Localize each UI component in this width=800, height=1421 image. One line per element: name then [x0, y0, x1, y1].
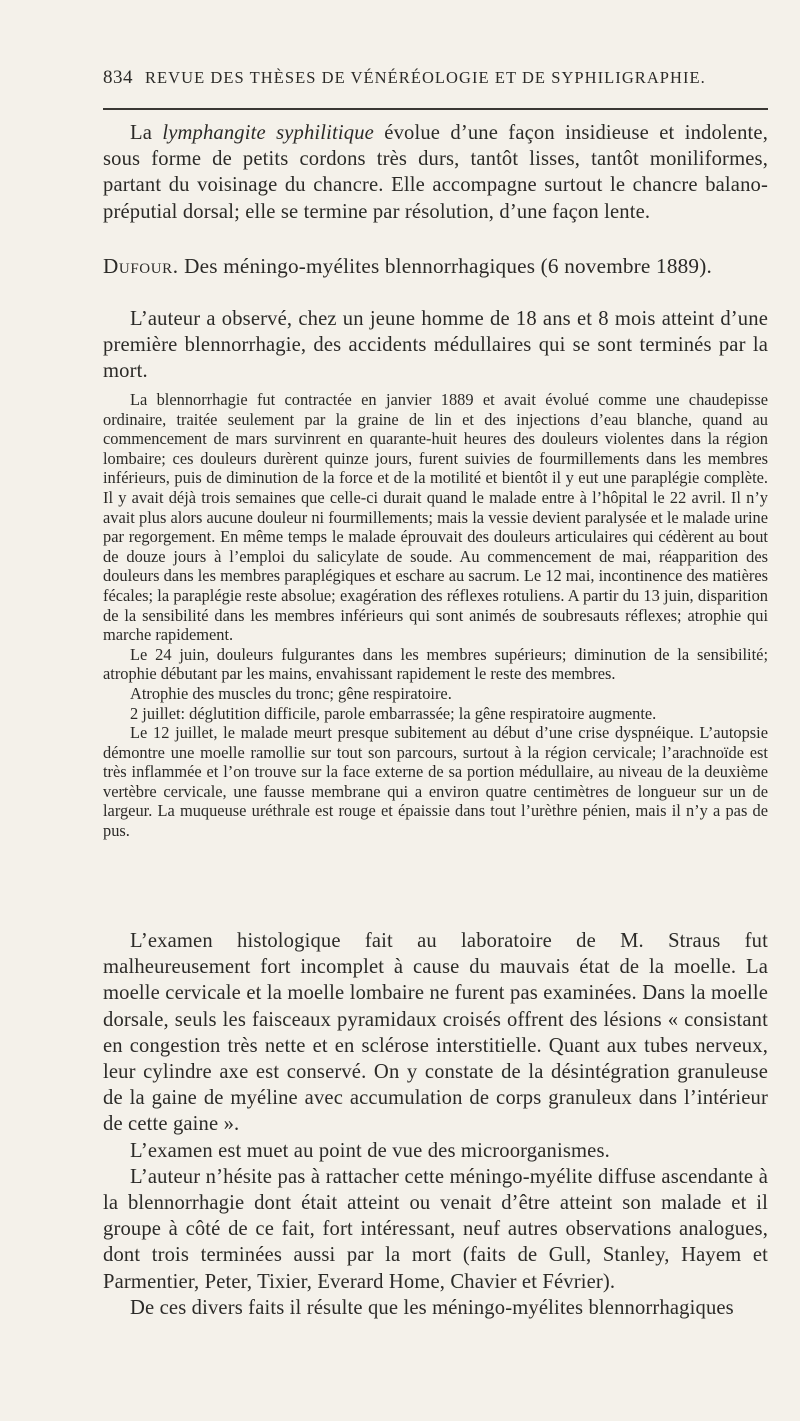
paragraph-lymphangite — [103, 120, 768, 225]
case-paragraph: Le 12 juillet, le malade meurt presque subitement au début d’une crise dyspnéique. L’autopsie démontre une moelle ramollie sur tout son parcours, surtout à la région cervicale; l’arachnoïde est très inflammée et l’on trouve sur la face externe de sa portion médullaire, au niveau de la deuxième vertèbre cervicale, une fausse membrane qui a environ quatre centimètres de longueur sur un de largeur. La muqueuse uréthrale est rouge et épaissie dans tout l’urèthre pénien, mais il n’y a pas de pus. — [103, 723, 768, 841]
case-report — [103, 390, 768, 841]
conclusion-paragraph: L’examen est muet au point de vue des microorganismes. — [130, 1139, 610, 1162]
conclusion-paragraph: L’auteur n’hésite pas à rattacher cette méningo-myélite diffuse ascendante à la blennorrhagie dont était atteint ou venait d’être atteint son malade et il groupe à côté de ce fait, fort intéressant, neuf autres observations analogues, dont trois terminées aussi par la mort (faits de Gull, Stanley, Hayem et Parmentier, Peter, Tixier, Everard Home, Chavier et Février). — [103, 1165, 768, 1293]
conclusion-paragraph: De ces divers faits il résulte que les méningo-myélites blennorrhagiques — [130, 1296, 734, 1319]
page-header — [103, 67, 768, 97]
article-author: Dufour. — [103, 254, 179, 278]
case-paragraph: La blennorrhagie fut contractée en janvier 1889 et avait évolué comme une chaudepisse ordinaire, traitée seulement par la graine de lin et des injections d’eau blanche, quand au commencement de mars survinrent en quarante-huit heures des douleurs violentes dans la région lombaire; ces douleurs durèrent quinze jours, furent suivies de fourmillements dans les membres inférieurs, puis de diminution de la force et de la motilité et bientôt il y eut une paraplégie complète. Il y avait déjà trois semaines que celle-ci durait quand le malade entre à l’hôpital le 22 avril. Il n’y avait plus alors aucune douleur ni fourmillements; mais la vessie devient paralysée et le malade urine par regorgement. En même temps le malade éprouvait des douleurs articulaires qui cédèrent au bout de douze jours à l’emploi du salicylate de soude. Au commencement de mai, réapparition des douleurs dans les membres paraplégiques et eschare au sacrum. Le 12 mai, incontinence des matières fécales; la paraplégie reste absolue; exagération des réflexes rotuliens. A partir du 13 juin, disparition de la sensibilité dans les membres inférieurs qui sont animés de soubresauts réflexes; atrophie qui marche rapidement. — [103, 390, 768, 645]
article-title: Des méningo-myélites blennorrhagiques (6 novembre 1889). — [178, 254, 712, 278]
running-head: REVUE DES THÈSES DE VÉNÉRÉOLOGIE ET DE SYPHILIGRAPHIE. — [145, 68, 706, 87]
article-heading — [103, 252, 768, 280]
paragraph-lead: La — [130, 122, 163, 144]
term-lymphangite: lymphangite syphilitique — [162, 122, 374, 144]
conclusion-paragraph: L’examen histologique fait au laboratoire de M. Straus fut malheureusement fort incomplet à cause du mauvais état de la moelle. La moelle cervicale et la moelle lombaire ne furent pas examinées. Dans la moelle dorsale, seuls les faisceaux pyramidaux croisés offrent des lésions « consistant en congestion très nette et en sclérose interstitielle. Quant aux tubes nerveux, leur cylindre axe est conservé. On y constate de la désintégration granuleuse de la gaine de myéline avec accumulation de corps granuleux dans l’intérieur de cette gaine ». — [103, 930, 768, 1136]
case-paragraph: 2 juillet: déglutition difficile, parole embarrassée; la gêne respiratoire augmente. — [130, 703, 657, 723]
page-number: 834 — [103, 67, 133, 88]
paragraph-rest: évolue d’une façon insidieuse et indolente, sous forme de petits cordons très durs, tantôt lisses, tantôt moniliformes, partant du voisinage du chancre. Elle accompagne surtout le chancre balano-préputial dorsal; elle se termine par résolution, d’une façon lente. — [103, 122, 768, 223]
conclusion — [103, 928, 768, 1321]
case-paragraph: Atrophie des muscles du tronc; gêne respiratoire. — [130, 683, 452, 703]
case-paragraph: Le 24 juin, douleurs fulgurantes dans les membres supérieurs; diminution de la sensibilité; atrophie débutant par les mains, envahissant rapidement le reste des membres. — [103, 644, 768, 684]
paragraph-intro: L’auteur a observé, chez un jeune homme de 18 ans et 8 mois atteint d’une première blennorrhagie, des accidents médullaires qui se sont terminés par la mort. — [103, 308, 768, 383]
header-rule — [103, 108, 768, 110]
